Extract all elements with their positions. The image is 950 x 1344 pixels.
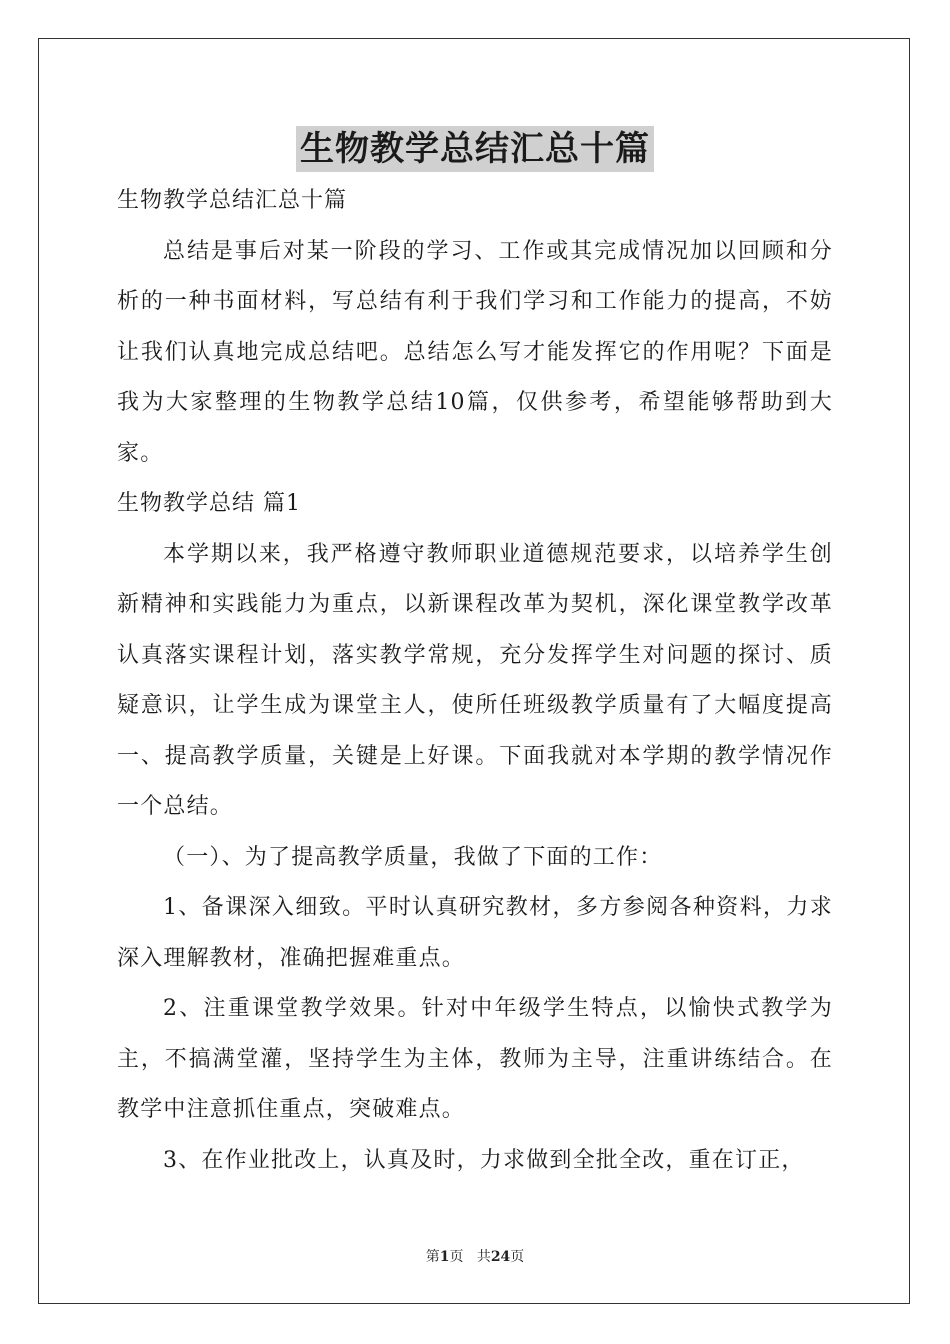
page-label-suffix: 页 <box>449 1249 464 1265</box>
page-label-prefix: 第 <box>425 1249 440 1265</box>
intro-paragraph: 总结是事后对某一阶段的学习、工作或其完成情况加以回顾和分析的一种书面材料，写总结有利于我们学习和工作能力的提高，不妨让我们认真地完成总结吧。总结怎么写才能发挥它的作用呢？下面是我为大家整理的生物教学总结10篇，仅供参考，希望能够帮助到大家。 <box>117 238 833 466</box>
subsection-heading: （一）、为了提高教学质量，我做了下面的工作： <box>163 844 663 870</box>
subtitle-line: 生物教学总结汇总十篇 <box>117 188 348 213</box>
body-paragraph: 本学期以来，我严格遵守教师职业道德规范要求，以培养学生创新精神和实践能力为重点，以新课程改革为契机，深化课堂教学改革认真落实课程计划，落实教学常规，充分发挥学生对问题的探讨、质疑意识，让学生成为课堂主人，使所任班级教学质量有了大幅度提高一、提高教学质量，关键是上好课。下面我就对本学期的教学情况作一个总结。 <box>117 541 833 819</box>
total-label-prefix: 共 <box>476 1249 491 1265</box>
list-item: 2、注重课堂教学效果。针对中年级学生特点，以愉快式教学为主，不搞满堂灌，坚持学生为主体，教师为主导，注重讲练结合。在教学中注意抓住重点，突破难点。 <box>117 996 833 1122</box>
total-label-suffix: 页 <box>510 1249 525 1265</box>
list-item: 1、备课深入细致。平时认真研究教材，多方参阅各种资料，力求深入理解教材，准确把握难重点。 <box>117 895 833 971</box>
page-footer <box>0 1247 950 1267</box>
total-pages: 24 <box>490 1249 511 1265</box>
section-heading: 生物教学总结 篇1 <box>117 491 301 516</box>
title-container <box>0 126 950 172</box>
page-number: 1 <box>439 1249 450 1265</box>
list-item: 3、在作业批改上，认真及时，力求做到全批全改，重在订正， <box>163 1147 805 1173</box>
document-title: 生物教学总结汇总十篇 <box>296 126 654 172</box>
document-body <box>117 176 833 1186</box>
